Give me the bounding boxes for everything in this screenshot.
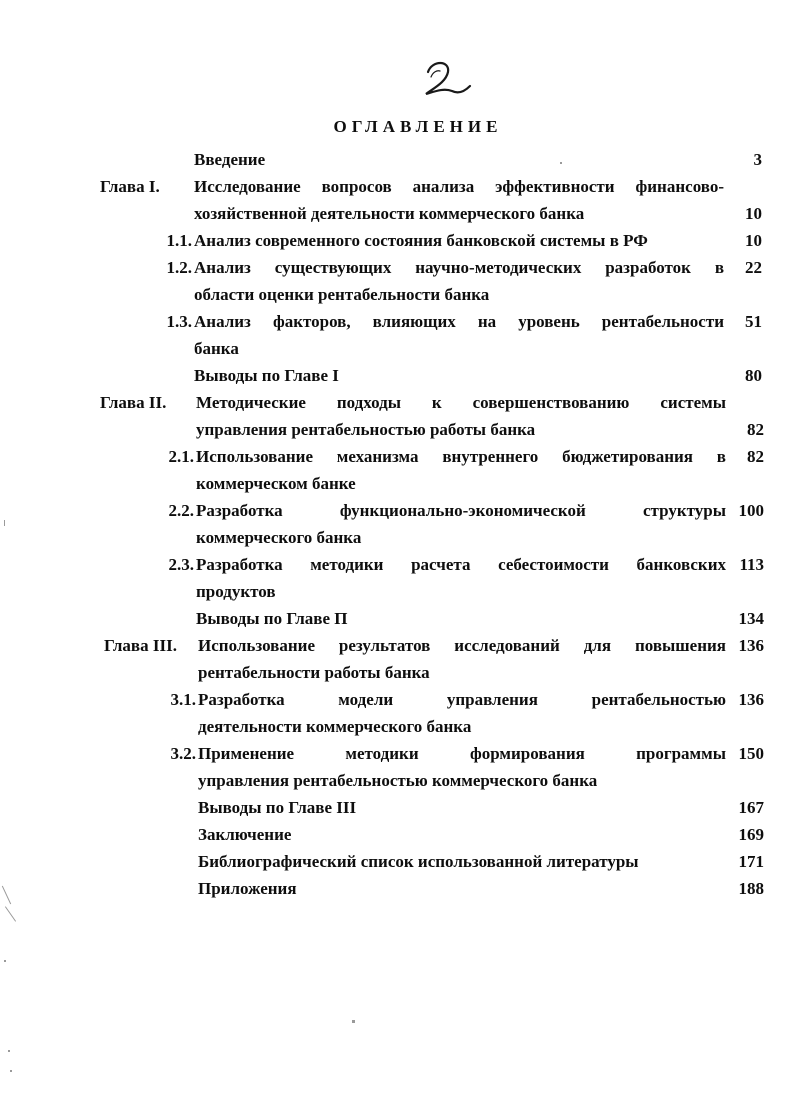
- toc-entry: [0, 608, 796, 635]
- toc-entry-line: Выводы по Главе П: [196, 609, 348, 628]
- toc-entry-title: [194, 176, 724, 230]
- section-number: 2.2.: [168, 501, 194, 520]
- scan-mark: [560, 162, 562, 164]
- toc-entry-line: Анализ современного состояния банковской системы в РФ: [194, 231, 648, 250]
- scan-mark: [4, 520, 5, 526]
- toc-page-number: 80: [745, 366, 762, 385]
- toc-entry-line: Выводы по Главе I: [194, 366, 339, 385]
- toc-entry-line: рентабельности работы банка: [198, 663, 430, 682]
- toc-entry: [0, 635, 796, 689]
- toc-entry-title: [196, 446, 726, 500]
- toc-entry-title: [194, 365, 724, 392]
- toc-entry-line: Разработка функционально-экономической структуры: [196, 501, 726, 520]
- toc-entry-line: области оценки рентабельности банка: [194, 285, 490, 304]
- toc-page-number: 136: [738, 636, 764, 655]
- toc-entry-title: [196, 608, 726, 635]
- toc-entry: [0, 257, 796, 311]
- toc-page-number: 22: [745, 258, 762, 277]
- toc-entry-title: [198, 878, 726, 905]
- toc-entry: [0, 797, 796, 824]
- handwritten-page-number: [420, 58, 480, 102]
- toc-entry: [0, 176, 796, 230]
- toc-page-number: 134: [738, 609, 764, 628]
- toc-entry-line: Использование механизма внутреннего бюджетирования в: [196, 447, 726, 466]
- toc-page-number: 82: [747, 447, 764, 466]
- toc-entry: [0, 878, 796, 905]
- toc-entry: [0, 824, 796, 851]
- toc-entry-title: [196, 392, 726, 446]
- toc-title: ОГЛАВЛЕНИЕ: [333, 117, 503, 136]
- toc-entry-title: [198, 743, 726, 797]
- toc-page-number: 10: [745, 204, 762, 223]
- toc-page-number: 82: [747, 420, 764, 439]
- toc-entry: [0, 851, 796, 878]
- section-number: 3.1.: [170, 690, 196, 709]
- scan-mark: [352, 1020, 355, 1023]
- scan-mark: [10, 1070, 12, 1072]
- section-number: 1.3.: [166, 312, 192, 331]
- section-number: 1.2.: [166, 258, 192, 277]
- toc-entry-line: Методические подходы к совершенствованию системы: [196, 393, 726, 412]
- toc-entry: [0, 365, 796, 392]
- toc-entry: [0, 311, 796, 365]
- toc-page-number: 167: [738, 798, 764, 817]
- toc-entry-title: [194, 257, 724, 311]
- toc-entry-line: хозяйственной деятельности коммерческого банка: [194, 204, 585, 223]
- toc-entry-line: банка: [194, 339, 239, 358]
- toc-entry-title: [198, 824, 726, 851]
- toc-page-number: 100: [738, 501, 764, 520]
- toc-entry-title: [196, 554, 726, 608]
- toc-page-number: 10: [745, 231, 762, 250]
- toc-entry-line: управления рентабельностью работы банка: [196, 420, 536, 439]
- section-number: 2.1.: [168, 447, 194, 466]
- toc-page-number: 188: [738, 879, 764, 898]
- section-number: 2.3.: [168, 555, 194, 574]
- toc-entry: [0, 554, 796, 608]
- toc-entry: [0, 230, 796, 257]
- toc-entry-line: Библиографический список использованной литературы: [198, 852, 639, 871]
- toc-entry-line: Анализ существующих научно-методических разработок в: [194, 258, 724, 277]
- toc-entry-line: Разработка модели управления рентабельностью: [198, 690, 726, 709]
- toc-page-number: 171: [738, 852, 764, 871]
- toc-entry-title: [198, 689, 726, 743]
- chapter-label: Глава II.: [100, 393, 167, 412]
- toc-page-number: 169: [738, 825, 764, 844]
- toc-entry-line: Приложения: [198, 879, 297, 898]
- toc-entry-line: Заключение: [198, 825, 292, 844]
- toc-entry-title: [198, 635, 726, 689]
- chapter-label: Глава I.: [100, 177, 160, 196]
- toc-entry-line: управления рентабельностью коммерческого банка: [198, 771, 598, 790]
- section-number: 3.2.: [170, 744, 196, 763]
- toc-entry-line: коммерческого банка: [196, 528, 362, 547]
- toc-entry-title: [194, 230, 724, 257]
- toc-page-number: 3: [753, 150, 762, 169]
- scan-mark: [5, 906, 16, 921]
- toc-page-number: 113: [739, 555, 764, 574]
- toc-entry-title: [196, 500, 726, 554]
- scan-mark: [4, 960, 6, 962]
- toc-entry-title: [198, 797, 726, 824]
- toc-entry: [0, 392, 796, 446]
- toc-entry: [0, 743, 796, 797]
- toc-entry: [0, 446, 796, 500]
- toc-entry-line: Анализ факторов, влияющих на уровень рентабельности: [194, 312, 724, 331]
- toc-entry-line: Разработка методики расчета себестоимости банковских: [196, 555, 726, 574]
- handwritten-digit-icon: [420, 58, 480, 102]
- toc-entry-line: Исследование вопросов анализа эффективности финансово-: [194, 177, 724, 196]
- toc-page-number: 150: [738, 744, 764, 763]
- toc-entry-line: Применение методики формирования программы: [198, 744, 726, 763]
- toc-entry-title: [198, 851, 726, 878]
- scan-mark: [8, 1050, 10, 1052]
- toc-entry-title: [194, 311, 724, 365]
- toc-entry-line: Введение: [194, 150, 266, 169]
- toc-entry-line: Использование результатов исследований для повышения: [198, 636, 726, 655]
- toc-page-number: 136: [738, 690, 764, 709]
- toc-entry-title: [194, 149, 724, 176]
- toc-page-number: 51: [745, 312, 762, 331]
- toc-entry-line: продуктов: [196, 582, 276, 601]
- toc-entry-line: коммерческом банке: [196, 474, 356, 493]
- section-number: 1.1.: [166, 231, 192, 250]
- toc-entry-line: деятельности коммерческого банка: [198, 717, 472, 736]
- toc-entry: [0, 689, 796, 743]
- toc-entry: [0, 500, 796, 554]
- chapter-label: Глава III.: [104, 636, 177, 655]
- toc-entry-line: Выводы по Главе III: [198, 798, 357, 817]
- toc-entry: [0, 149, 796, 176]
